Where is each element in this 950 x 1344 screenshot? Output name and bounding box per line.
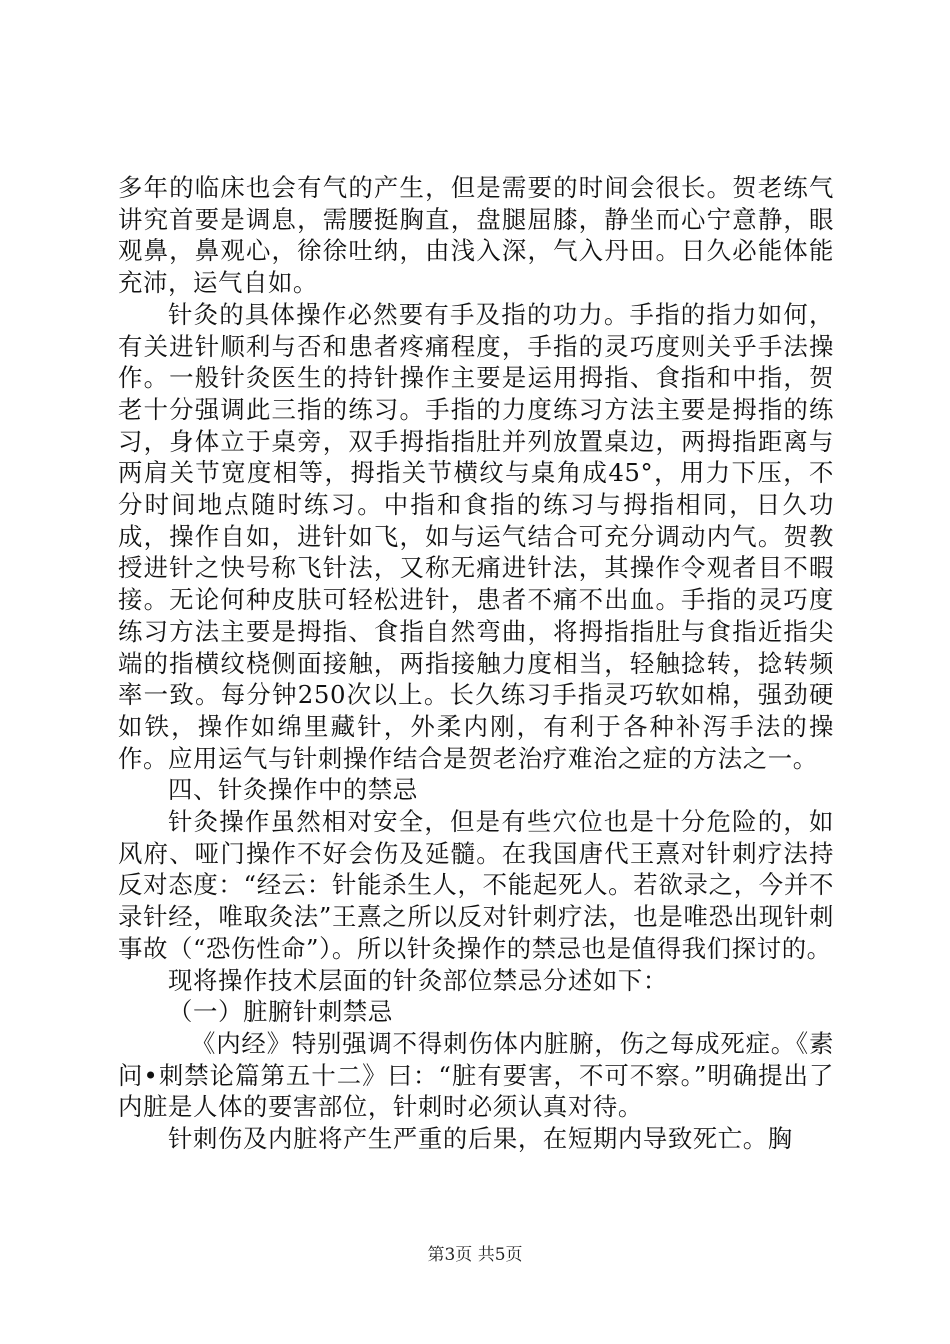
- paragraph-neijing-quote: 《内经》特别强调不得刺伤体内脏腑，伤之每成死症。《素问•刺禁论篇第五十二》曰：“脏有要害，不可不察。”明确提出了内脏是人体的要害部位，针刺时必须认真对待。: [118, 1028, 834, 1122]
- paragraph-organ-injury: 针刺伤及内脏将产生严重的后果，在短期内导致死亡。胸: [168, 1124, 793, 1154]
- paragraph-finger-skill: 针灸的具体操作必然要有手及指的功力。手指的指力如何，有关进针顺利与否和患者疼痛程度，手指的灵巧度则关乎手法操作。一般针灸医生的持针操作主要是运用拇指、食指和中指，贺老十分强调此三指的练习。手指的力度练习方法主要是拇指的练习，身体立于桌旁，双手拇指指肚并列放置桌边，两拇指距离与两肩关节宽度相等，拇指关节横纹与桌角成45°，用力下压，不分时间地点随时练习。中指和食指的练习与拇指相同，日久功成，操作自如，进针如飞，如与运气结合可充分调动内气。贺教授进针之快号称飞针法，又称无痛进针法，其操作令观者目不暇接。无论何种皮肤可轻松进针，患者不痛不出血。手指的灵巧度练习方法主要是拇指、食指自然弯曲，将拇指指肚与食指近指尖端的指横纹桡侧面接触，两指接触力度相当，轻触捻转，捻转频率一致。每分钟250次以上。长久练习手指灵巧软如棉，强劲硬如铁，操作如绵里藏针，外柔内刚，有利于各种补泻手法的操作。应用运气与针刺操作结合是贺老治疗难治之症的方法之一。: [118, 299, 834, 773]
- paragraph-intro-list: 现将操作技术层面的针灸部位禁忌分述如下：: [168, 965, 668, 995]
- paragraph-safety-risks: 针灸操作虽然相对安全，但是有些穴位也是十分危险的，如风府、哑门操作不好会伤及延髓。在我国唐代王熹对针刺疗法持反对态度：“经云：针能杀生人，不能起死人。若欲录之，今并不录针经，唯取灸法”王熹之所以反对针刺疗法，也是唯恐出现针刺事故（“恐伤性命”）。所以针灸操作的禁忌也是值得我们探讨的。: [118, 807, 834, 963]
- page-number-footer: 第3页 共5页: [427, 1245, 523, 1265]
- subsection-heading-organs: （一）脏腑针刺禁忌: [168, 997, 393, 1027]
- document-body: [118, 172, 834, 1155]
- section-heading-contraindications: 四、针灸操作中的禁忌: [168, 775, 418, 805]
- paragraph-qi-practice-continued: 多年的临床也会有气的产生，但是需要的时间会很长。贺老练气讲究首要是调息，需腰挺胸直，盘腿屈膝，静坐而心宁意静，眼观鼻，鼻观心，徐徐吐纳，由浅入深，气入丹田。日久必能体能充沛，运气自如。: [118, 173, 834, 298]
